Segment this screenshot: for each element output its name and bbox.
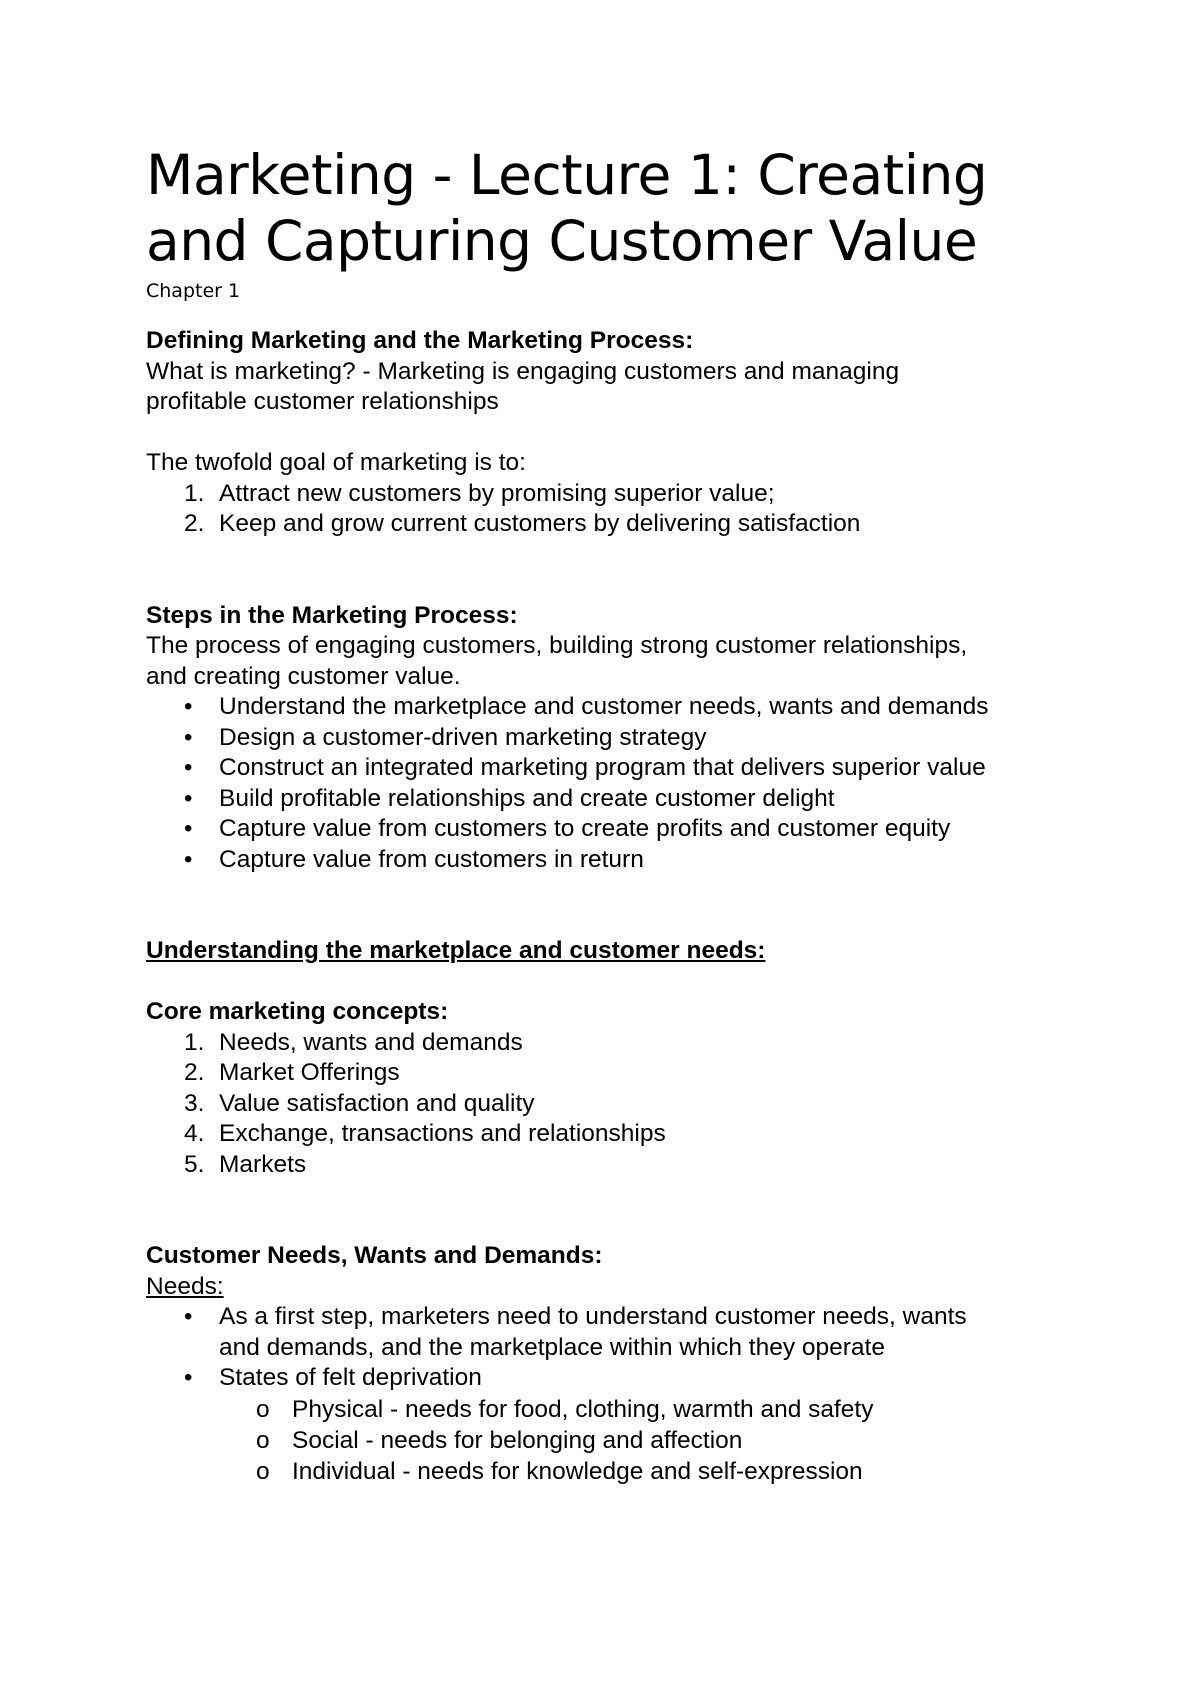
list-item — [146, 814, 1076, 845]
list-item-text: Capture value from customers in return — [219, 845, 644, 873]
bullet-icon: • — [184, 754, 193, 781]
circle-bullet-icon: o — [256, 1395, 270, 1423]
list-item — [146, 784, 1076, 815]
bullet-icon: • — [184, 815, 193, 842]
paragraph-line: and creating customer value. — [146, 662, 461, 690]
section-heading: Steps in the Marketing Process: — [146, 601, 518, 629]
section-defining-marketing — [146, 326, 1076, 540]
circle-bullet-icon: o — [256, 1426, 270, 1454]
list-number: 5. — [184, 1150, 205, 1178]
section-marketing-steps — [146, 601, 1076, 876]
bullet-icon: • — [184, 845, 193, 873]
list-item-text: Understand the marketplace and customer needs, wants and demands — [219, 693, 989, 720]
list-item — [146, 1089, 1076, 1120]
list-number: 3. — [184, 1089, 205, 1117]
document-title: Marketing - Lecture 1: Creating and Capturing Customer Value — [146, 143, 988, 273]
list-item-text: Needs, wants and demands — [219, 1028, 523, 1056]
bullet-icon: • — [184, 784, 193, 812]
goals-list — [146, 479, 1076, 540]
paragraph-line: The process of engaging customers, building strong customer relationships, — [146, 632, 968, 659]
list-item — [146, 1058, 1076, 1089]
sub-list-item — [146, 1394, 1076, 1425]
bullet-icon: • — [184, 1364, 193, 1391]
sub-list-item-text: Social - needs for belonging and affection — [292, 1426, 743, 1454]
list-item — [146, 509, 1076, 540]
section-needs-wants-demands — [146, 1241, 1076, 1487]
bullet-icon: • — [184, 723, 193, 751]
sub-list-item — [146, 1425, 1076, 1456]
list-item — [146, 1302, 1076, 1363]
deprivation-types-list — [146, 1394, 1076, 1487]
subsection-heading: Core marketing concepts: — [146, 998, 449, 1025]
list-item-text: Markets — [219, 1150, 307, 1178]
list-item-text: Keep and grow current customers by delivering satisfaction — [219, 510, 861, 537]
needs-label: Needs: — [146, 1272, 224, 1300]
section-heading: Defining Marketing and the Marketing Process: — [146, 327, 694, 354]
sub-list-item-text: Individual - needs for knowledge and self-expression — [292, 1457, 863, 1485]
blank-line — [146, 967, 1076, 998]
list-item-text: Capture value from customers to create profits and customer equity — [219, 815, 951, 842]
blank-line — [146, 1180, 1076, 1241]
steps-list — [146, 692, 1076, 875]
list-number: 2. — [184, 1059, 205, 1086]
list-item-text: Design a customer-driven marketing strategy — [219, 723, 707, 751]
list-item-text: As a first step, marketers need to understand customer needs, wants — [219, 1303, 967, 1330]
section-understanding-marketplace — [146, 936, 1076, 1180]
list-item — [146, 753, 1076, 784]
list-item-text: States of felt deprivation — [219, 1364, 482, 1391]
list-item — [146, 723, 1076, 754]
needs-list — [146, 1302, 1076, 1394]
blank-line — [146, 875, 1076, 936]
section-heading: Understanding the marketplace and customer needs: — [146, 937, 766, 964]
blank-line — [146, 418, 1076, 449]
list-item-text: Construct an integrated marketing program that delivers superior value — [219, 754, 986, 781]
list-item-text: Attract new customers by promising superior value; — [219, 479, 775, 507]
list-item — [146, 1150, 1076, 1181]
sub-list-item-text: Physical - needs for food, clothing, warmth and safety — [292, 1395, 874, 1423]
list-item-text: Value satisfaction and quality — [219, 1089, 535, 1117]
paragraph-line: profitable customer relationships — [146, 388, 499, 415]
list-item — [146, 1363, 1076, 1394]
list-item-text: Market Offerings — [219, 1059, 400, 1086]
list-number: 1. — [184, 479, 205, 507]
list-item-text: Exchange, transactions and relationships — [219, 1120, 666, 1147]
bullet-icon: • — [184, 693, 193, 720]
list-number: 4. — [184, 1120, 205, 1147]
blank-line — [146, 540, 1076, 601]
paragraph-line: The twofold goal of marketing is to: — [146, 449, 526, 476]
concepts-list — [146, 1028, 1076, 1181]
document-page — [146, 142, 1076, 1487]
list-item — [146, 692, 1076, 723]
list-item — [146, 845, 1076, 876]
bullet-icon: • — [184, 1303, 193, 1330]
list-item — [146, 1028, 1076, 1059]
list-number: 2. — [184, 510, 205, 537]
sub-list-item — [146, 1456, 1076, 1487]
list-number: 1. — [184, 1028, 205, 1056]
circle-bullet-icon: o — [256, 1457, 270, 1485]
list-item-text: and demands, and the marketplace within which they operate — [219, 1333, 885, 1361]
list-item — [146, 1119, 1076, 1150]
chapter-label: Chapter 1 — [146, 280, 241, 302]
list-item — [146, 479, 1076, 510]
paragraph-line: What is marketing? - Marketing is engaging customers and managing — [146, 357, 900, 385]
section-heading: Customer Needs, Wants and Demands: — [146, 1242, 603, 1269]
list-item-text: Build profitable relationships and create customer delight — [219, 784, 835, 812]
